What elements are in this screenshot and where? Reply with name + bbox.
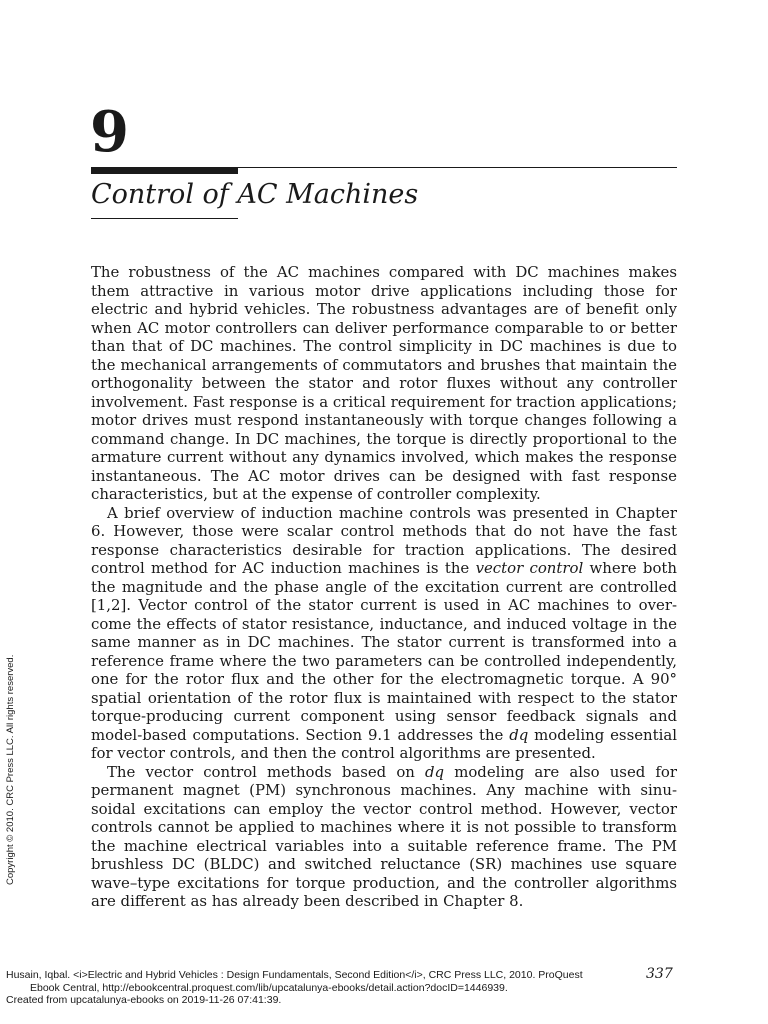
paragraph-2-text-c: modeling essential for vector controls, and then the control algorithms are presented. (91, 725, 678, 762)
citation-line-3: Created from upcatalunya-ebooks on 2019-11-26 07:41:39. (6, 994, 282, 1006)
chapter-number: 9 (90, 99, 129, 165)
paragraph-3-text-a: The vector control methods based on (107, 762, 426, 781)
paragraph-3 (91, 763, 677, 911)
paragraph-2-text-b: where both the magnitude and the phase angle of the excitation current are controlled [1,2]. Vector control of the stator current is used in AC machines to overcome the effects of stator resistance, inductance, and induced voltage in the same manner as in DC machines. The stator current is transformed into a reference frame where the two parameters can be controlled independently, one for the rotor flux and the other for the electromagnetic torque. A 90° spatial orientation of the rotor flux is maintained with respect to the stator torque-producing current component using sensor feedback signals and model-based computations. Section 9.1 addresses the (91, 559, 677, 744)
paragraph-1 (91, 263, 677, 504)
side-copyright: Copyright © 2010. CRC Press LLC. All rights reserved. (5, 654, 16, 885)
paragraph-2-text-a: A brief overview of induction machine controls was presented in Chapter 6. However, those were scalar control methods that do not have the fast response characteristics desirable for traction applications. The desired control method for AC induction machines is the (91, 503, 677, 577)
term-dq-2: dq (425, 762, 445, 781)
chapter-title: Control of AC Machines (91, 179, 419, 210)
chapter-rule-thick (91, 167, 238, 174)
paragraph-1-text: The robustness of the AC machines compared with DC machines makes them attractive in various motor drive applications including those for electric and hybrid vehicles. The robustness advantages are of benefit only when AC motor controllers can deliver performance comparable to or better than that of DC machines. The control simplicity in DC machines is due to the mechanical arrangements of commutators and brushes that maintain the orthogonality between the stator and rotor fluxes without any controller involvement. Fast response is a critical requirement for traction applications; motor drives must respond instantaneously with torque changes following a command change. In DC machines, the torque is directly proportional to the armature current without any dynamics involved, which makes the response instantaneous. The AC motor drives can be designed with fast response characteristics, but at the expense of controller complexity. (91, 263, 677, 503)
chapter-rule-thin (238, 167, 677, 168)
title-underline (91, 218, 238, 219)
term-dq: dq (509, 725, 529, 744)
paragraph-3-text-b: modeling are also used for permanent magnet (PM) synchronous machines. Any machine with sinusoidal excitations can employ the vector control method. However, vector controls cannot be applied to machines where it is not possible to transform the machine electrical variables into a suitable reference frame. The PM brushless DC (BLDC) and switched reluctance (SR) machines use square wave–type excitations for torque production, and the controller algorithms are different as has already been described in Chapter 8. (91, 762, 678, 910)
citation-line-2[interactable]: Ebook Central, http://ebookcentral.proquest.com/lib/upcatalunya-ebooks/detail.action?docID=1446939. (30, 981, 508, 994)
citation-line-1: Husain, Iqbal. <i>Electric and Hybrid Vehicles : Design Fundamentals, Second Edition</i>, CRC Press LLC, 2010. ProQuest (6, 969, 583, 981)
term-vector-control: vector control (475, 559, 584, 577)
body-text (91, 263, 677, 911)
paragraph-2 (91, 504, 677, 763)
page-number: 337 (646, 966, 673, 982)
citation-footer (6, 969, 626, 1007)
